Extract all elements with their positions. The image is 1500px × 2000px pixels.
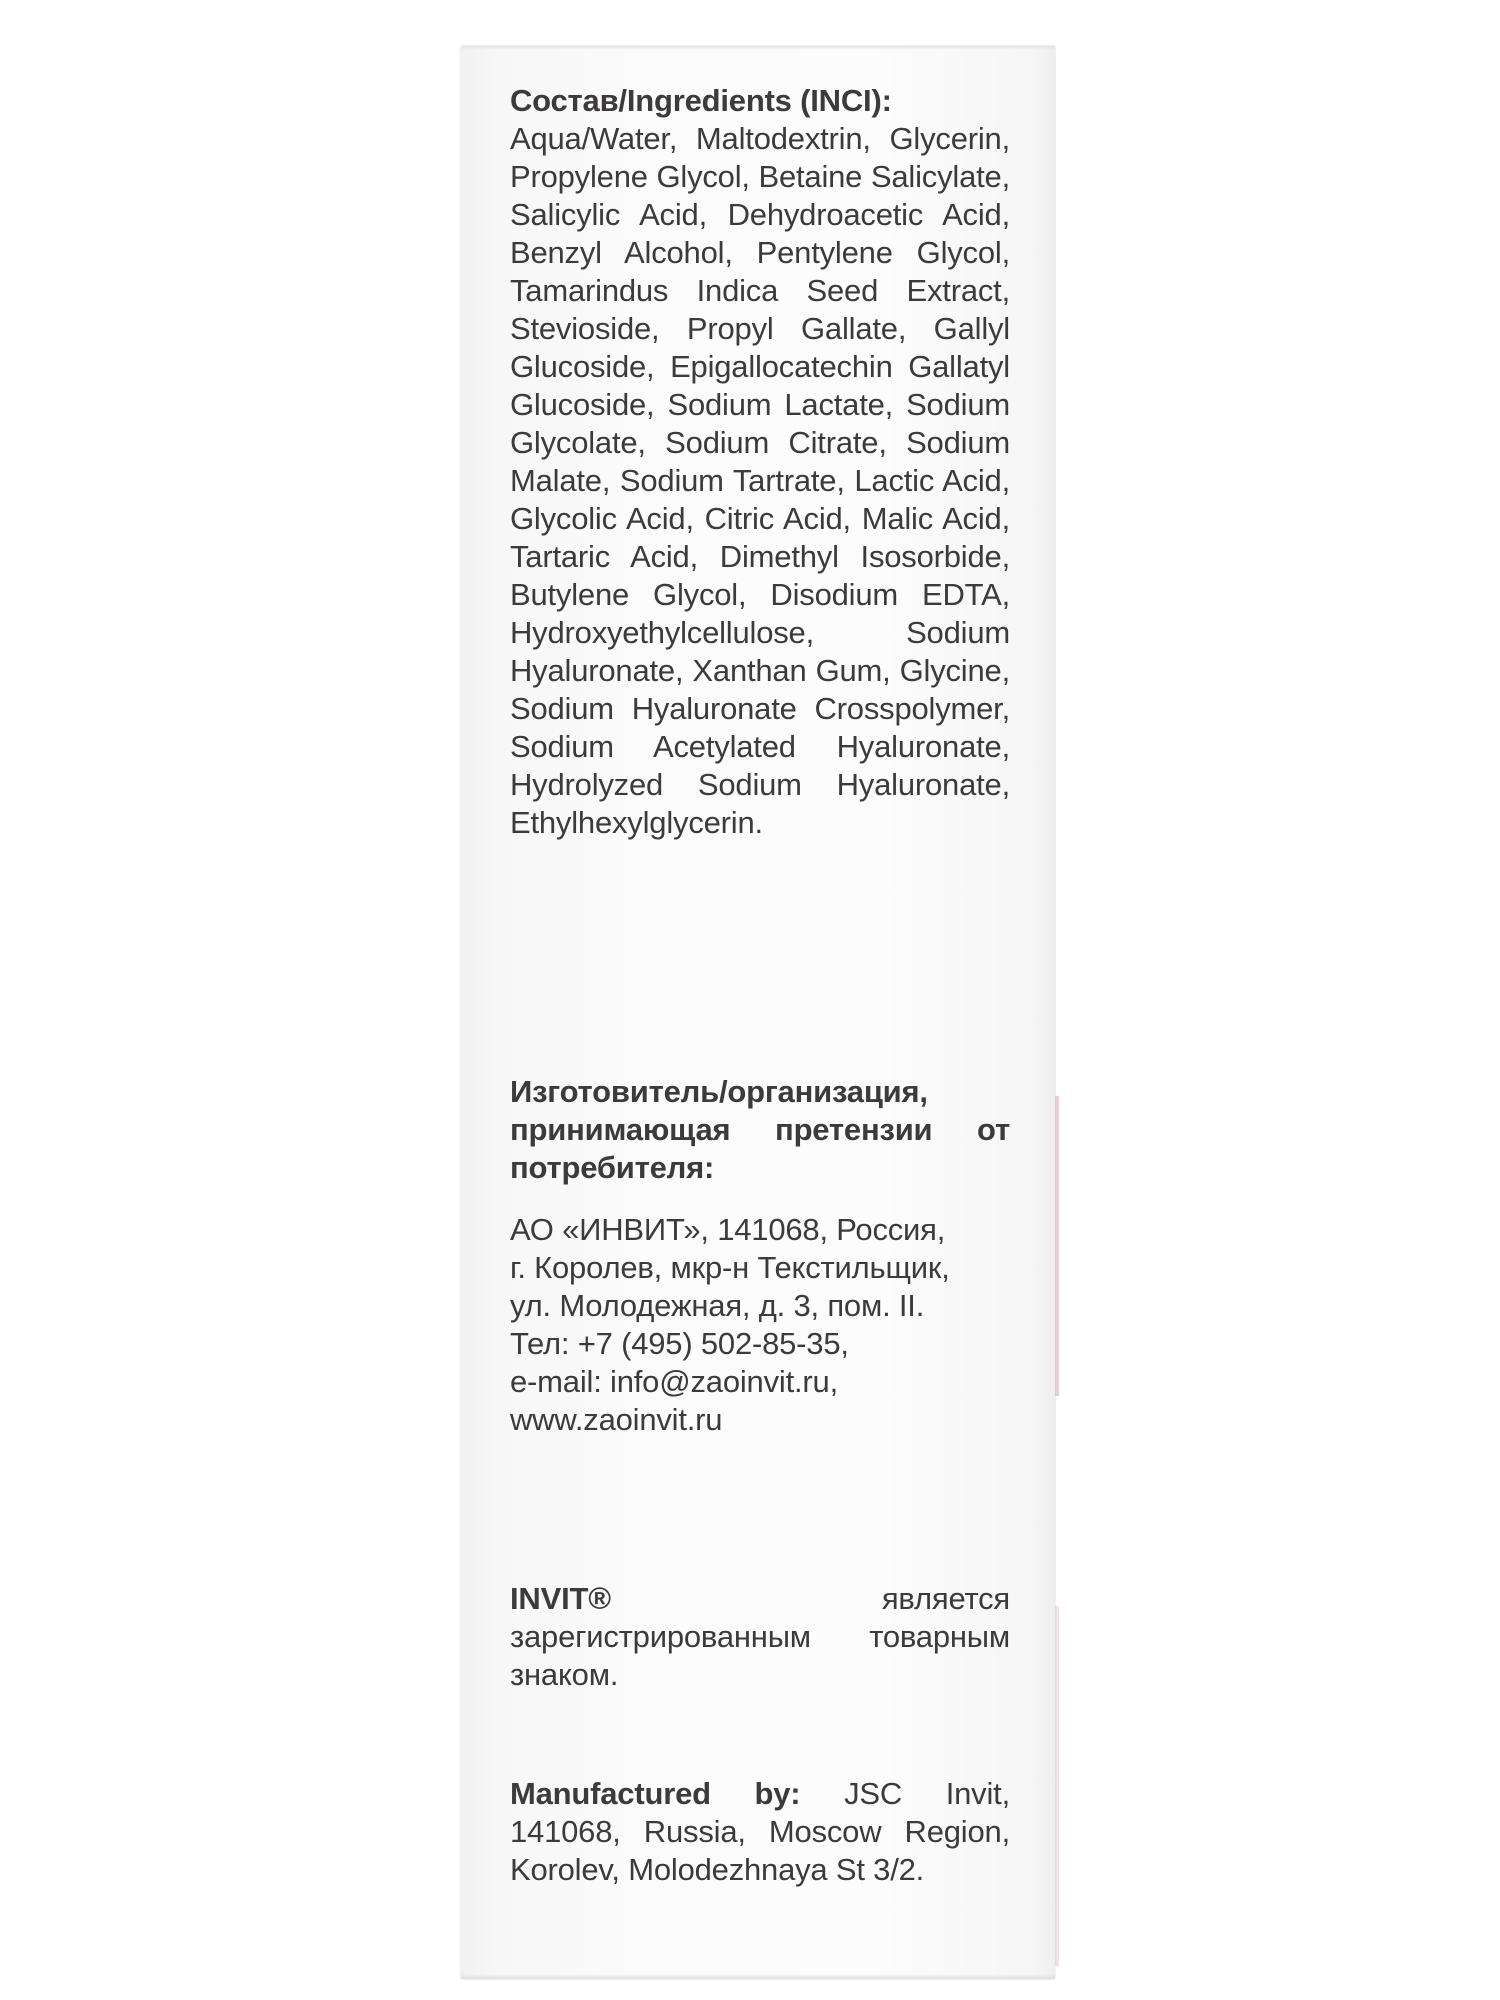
box-top-edge [461, 46, 1055, 50]
manufactured-by-address: JSC Invit, 141068, Russia, Moscow Region, Korolev, Molodezhnaya St 3/2. [510, 1776, 1010, 1887]
manufacturer-city-line: г. Королев, мкр-н Текстильщик, [510, 1250, 950, 1285]
manufactured-by-section [510, 1775, 1010, 1889]
trademark-notice [510, 1580, 1010, 1694]
box-bottom-edge [461, 1974, 1055, 1979]
manufacturer-email-line: e-mail: info@zaoinvit.ru, [510, 1364, 838, 1399]
ingredients-section [510, 82, 1010, 842]
trademark-text: является зарегистрированным товарным знаком. [510, 1581, 1010, 1692]
brand-name: INVIT® [510, 1581, 611, 1616]
ingredients-list: Aqua/Water, Maltodextrin, Glycerin, Propylene Glycol, Betaine Salicylate, Salicylic Acid, Dehydroacetic Acid, Benzyl Alcohol, Pentylene Glycol, Tamarindus Indica Seed Extract, Stevioside, Propyl Gallate, Gallyl Glucoside, Epigallocatechin Gallatyl Glucoside, Sodium Lactate, Sodium Glycolate, Sodium Citrate, Sodium Malate, Sodium Tartrate, Lactic Acid, Glycolic Acid, Citric Acid, Malic Acid, Tartaric Acid, Dimethyl Isosorbide, Butylene Glycol, Disodium EDTA, Hydroxyethylcellulose, Sodium Hyaluronate, Xanthan Gum, Glycine, Sodium Hyaluronate Crosspolymer, Sodium Acetylated Hyaluronate, Hydrolyzed Sodium Hyaluronate, Ethylhexylglycerin. [510, 121, 1010, 840]
manufactured-by-label: Manufactured by: [510, 1776, 801, 1811]
ingredients-heading: Состав/Ingredients (INCI): [510, 83, 892, 118]
manufacturer-phone-line: Тел: +7 (495) 502-85-35, [510, 1326, 849, 1361]
manufacturer-company-line: АО «ИНВИТ», 141068, Россия, [510, 1212, 946, 1247]
manufacturer-website-line: www.zaoinvit.ru [510, 1402, 723, 1437]
manufacturer-heading: Изготовитель/организация, принимающая претензии от потребителя: [510, 1074, 1010, 1185]
box-accent-strip [1055, 1606, 1059, 1966]
manufacturer-street-line: ул. Молодежная, д. 3, пом. II. [510, 1288, 925, 1323]
manufacturer-section [510, 1073, 1010, 1439]
box-accent-strip [1055, 1096, 1059, 1396]
